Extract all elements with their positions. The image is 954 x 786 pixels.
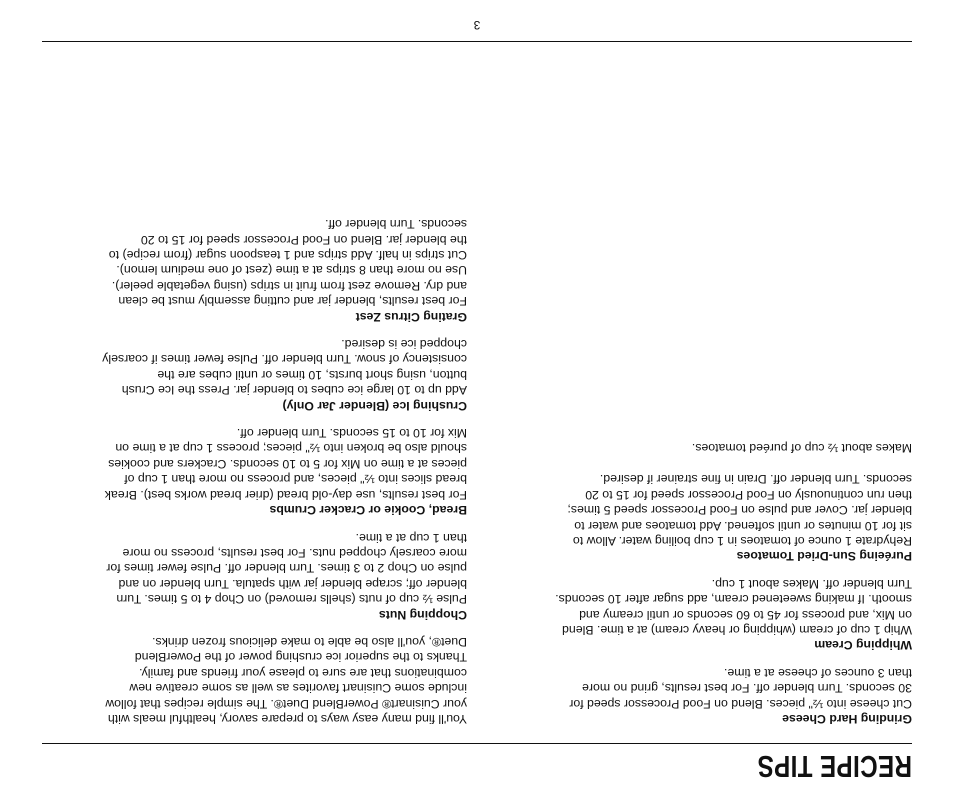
page-number: 3 [473,18,481,32]
bottom-rule [42,41,912,42]
section-crumbs [47,425,467,517]
section-heading: Grating Citrus Zest [355,309,467,324]
section-crushing-ice [47,336,467,413]
section-heading: Grinding Hard Cheese [782,712,912,726]
section-heading: Bread, Cookie or Cracker Crumbs [269,503,467,518]
section-body: For best results, blender jar and cutting assembly must be clean and dry. Remove zest from fruit in strips (using vegetable peeler). Use no more than 8 strips at a time (zest of one medium lemon). Cut strips in half. Add strips and 1 teaspoon sugar (from recipe) to the blender jar. Blend on Food Processor speed for 15 to 20 seconds. Turn blender off. [108,217,467,309]
section-sun-dried-tomatoes [492,440,912,563]
section-heading: Chopping Nuts [378,607,467,622]
intro-paragraph: You'll find many easy ways to prepare savory, healthful meals with your Cuisinart® PowerBlend Duet®. The simple recipes that follow include some Cuisinart favorites as well as some creative new combinations that are sure to please your friends and family. Thanks to the superior ice crushing power of the PowerBlend Duet®, you'll also be able to make delicious frozen drinks. [105,634,467,726]
right-column [47,204,467,726]
top-rule [42,743,912,744]
section-hard-cheese [492,664,912,726]
section-body: Cut cheese into ½" pieces. Blend on Food Processor speed for 30 seconds. Turn blender off. For best results, grind no more than 3 ounces of cheese at a time. [569,665,912,711]
section-body: Pulse ½ cup of nuts (shells removed) on Chop 4 to 5 times. Turn blender off; scrape blender jar with spatula. Turn blender on and pulse on Chop 2 to 3 times. Turn blender off. Pulse fewer times for more coarsely chopped nuts. For best results, process no more than 1 cup at a time. [106,530,467,607]
section-heading: Whipping Cream [814,638,912,653]
section-heading: Puréeing Sun-Dried Tomatoes [736,549,912,564]
section-body: Whip 1 cup of cream (whipping or heavy cream) at a time. Blend on Mix, and process for 45 to 60 seconds or until creamy and smooth. If making sweetened cream, add sugar after 10 seconds. Turn blender off. Makes about 1 cup. [555,576,912,637]
section-whipping-cream [492,575,912,652]
section-body: Rehydrate 1 ounce of tomatoes in 1 cup boiling water. Allow to sit for 10 minutes or until softened. Add tomatoes and water to blender jar. Cover and pulse on Food Processor speed 5 times; then run continuously on Food Processor speed for 15 to 20 seconds. Turn blender off. Drain in fine strainer if desired. Makes about ½ cup of puréed tomatoes. [567,441,912,548]
left-column [492,428,912,726]
section-chopping-nuts [47,529,467,621]
section-heading: Crushing Ice (Blender Jar Only) [282,398,467,413]
section-body: Add up to 10 large ice cubes to blender jar. Press the Ice Crush button, using short bursts, 10 times or until cubes are the consistency of snow. Turn blender off. Pulse fewer times if coarsely chopped ice is desired. [102,337,467,398]
section-citrus-zest [47,216,467,324]
page-title: RECIPE TIPS [757,749,912,784]
section-body: For best results, use day-old bread (drier bread works best). Break bread slices into ½" pieces, and process no more than 1 cup of pieces at a time on Mix for 5 to 10 seconds. Crackers and cookies should also be broken into ½" pieces; process 1 cup at a time on Mix for 10 to 15 seconds. Turn blender off. [104,426,467,502]
